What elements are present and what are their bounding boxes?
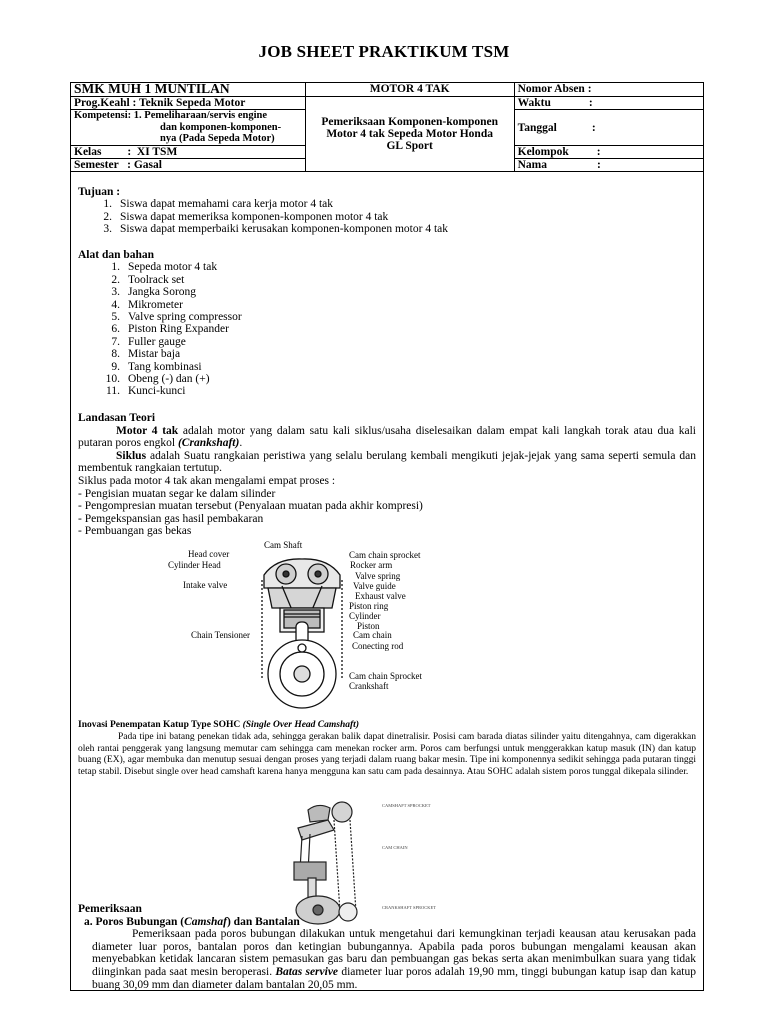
list-number: 3. [103,223,112,236]
inovasi-section [78,720,696,779]
sub-a-end: ) dan Bantalan [226,915,300,928]
crankshaft-term: (Crankshaft) [177,437,240,450]
alat-item [98,348,242,360]
kompetensi-line-1: Kompetensi: 1. Pemeliharaan/servis engine [74,110,268,121]
siklus-step: - Pemgekspansian gas hasil pembakaran [78,512,264,525]
motor-4-tak-term: Motor 4 tak [116,424,179,437]
siklus-steps [78,488,696,538]
nama-label: Nama [517,159,548,171]
label-exhaust-valve: Exhaust valve [355,591,406,601]
alat-heading: Alat dan bahan [78,249,155,261]
landasan-p3: Siklus pada motor 4 tak akan mengalami empat proses : [78,474,336,487]
siklus-step: - Pembuangan gas bekas [78,525,192,538]
tujuan-item [90,211,448,223]
siklus-step: - Pengisian muatan segar ke dalam silinder [78,487,276,500]
inovasi-heading-italic: (Single Over Head Camshaft) [242,720,359,730]
siklus-term: Siklus [116,449,147,462]
waktu-field [514,97,703,110]
kompetensi [71,110,306,146]
pemeriksaan-section [78,903,696,991]
inovasi-heading-text: Inovasi Penempatan Katup Type SOHC [78,720,243,730]
kelompok-label: Kelompok [517,146,569,158]
tanggal-colon: : [591,121,596,134]
list-number: 7. [111,335,120,348]
label-cylinder: Cylinder [349,611,381,621]
school-name: SMK MUH 1 MUNTILAN [71,83,306,97]
topic-line-3: GL Sport [386,140,433,152]
label-camshaft-sprocket: CAMSHAFT SPROCKET [382,803,431,808]
list-number: 11. [106,385,120,398]
pemeriksaan-heading: Pemeriksaan [78,903,142,915]
nama-colon: : [597,159,601,171]
header-table [70,82,704,172]
waktu-colon: : [588,97,593,109]
list-number: 6. [111,323,120,336]
list-number: 2. [111,273,120,286]
landasan-section [78,412,696,538]
list-text: Siswa dapat memperbaiki kerusakan komponen-komponen motor 4 tak [120,223,448,236]
kompetensi-line-3: nya (Pada Sepeda Motor) [160,133,275,144]
list-number: 2. [103,210,112,223]
list-number: 9. [111,360,120,373]
tujuan-item [90,198,448,210]
alat-item [98,373,242,385]
sub-a-italic: Camshaf [184,915,227,928]
landasan-heading: Landasan Teori [78,412,156,424]
label-cam-chain-sprocket: Cam chain sprocket [349,550,421,560]
semester: Semester : Gasal [71,159,306,172]
tanggal-label: Tanggal [517,121,557,134]
list-number: 10. [105,373,120,386]
list-number: 1. [111,261,120,274]
alat-item [98,323,242,335]
pemeriksaan-text-a: Pemeriksaan pada poros bubungan dilakukan untuk mengetahui dari kemungkinan terjadi keausan atau kerusakan pada diameter luar poros, bantalan poros dan ketingian bubungannya. Apabila pada poros bubungan mengalami keausan akan menyebabkan ketidak lancaran sistem pemasukan gas baru dan pembuangan gas bekas serta akan menimbulkan suara yang tidak diinginkan pada saat mesin beroperasi. [92,928,696,978]
label-chain-tensioner: Chain Tensioner [191,630,250,640]
inovasi-text: Pada tipe ini batang penekan tidak ada, sehingga gerakan balik dapat dinetralisir. Posisi cam barada diatas silinder yaitu ditengahnya, cam digerakkan oleh rantai penggerak yang langsung memutar cam sehingga cam menekan rocker arm. Poros cam berfungsi untuk menggerakkan katup masuk (IN) dan katup buang (EX), agar membuka dan menutup sesuai dengan proses yang terjadi dalam ruang bakar mesin. Tipe ini komponennya sedikit sehingga pada putaran tinggi tetap stabil. Disebut single over head camshaft karena hanya mengguna kan satu cam pada desainnya. Atau SOHC adalah sistem poros tunggal dikepala silinder. [78,731,696,778]
label-piston: Piston [357,621,380,631]
nomor-absen-label: Nomor Absen : [514,83,703,97]
landasan-p1-end: . [239,437,243,450]
pemeriksaan-text-b: diameter luar poros adalah 19,90 mm, tinggi bubungan katup isap dan katup buang 30,09 mm dan diameter dalam bantalan 20,05 mm. [92,965,697,991]
alat-section [78,249,242,398]
list-text: Valve spring compressor [128,311,242,324]
alat-item [98,361,242,373]
topic-title [305,97,514,172]
label-cam-chain-sohc: CAM CHAIN [382,845,408,850]
sub-a-text: a. Poros Bubungan ( [84,915,185,928]
alat-item [98,261,242,273]
label-valve-guide: Valve guide [353,581,396,591]
list-text: Mikrometer [128,298,183,311]
landasan-p2 [78,450,696,475]
list-text: Sepeda motor 4 tak [128,261,218,274]
list-text: Tang kombinasi [128,360,202,373]
list-text: Siswa dapat memeriksa komponen-komponen motor 4 tak [120,210,389,223]
alat-item [98,299,242,311]
kelas: Kelas : XI TSM [71,146,306,159]
nama-field [514,159,703,172]
list-number: 4. [111,298,120,311]
label-head-cover: Head cover [188,549,230,559]
tujuan-heading: Tujuan : [78,186,121,198]
landasan-p1-text: adalah motor yang dalam satu kali siklus/usaha diselesaikan dalam empat kali langkah torak atau dua kali putaran poros engkol [78,424,696,450]
kelompok-colon: : [596,146,601,158]
tanggal-field [514,110,703,146]
engine-diagram [256,550,348,710]
siklus-step: - Pengompresian muatan tersebut (Penyalaan muatan pada akhir kompresi) [78,500,423,513]
list-text: Obeng (-) dan (+) [128,373,210,386]
pemeriksaan-text [78,928,696,991]
label-crankshaft: Crankshaft [349,681,389,691]
landasan-p1 [78,425,696,450]
page-title: JOB SHEET PRAKTIKUM TSM [258,42,510,61]
kompetensi-line-2: dan komponen-komponen- [160,121,282,133]
tujuan-list [78,198,448,235]
list-text: Fuller gauge [128,335,186,348]
tujuan-section [78,186,448,236]
topic-line-1: Pemeriksaan Komponen-komponen [321,116,498,128]
list-number: 3. [111,286,120,299]
topic-line-2: Motor 4 tak Sepeda Motor Honda [326,128,493,140]
alat-list [78,261,242,397]
label-intake-valve: Intake valve [183,580,228,590]
label-piston-ring: Piston ring [349,601,389,611]
alat-item [98,274,242,286]
alat-item [98,311,242,323]
alat-item [98,286,242,298]
batas-servive-term: Batas servive [275,965,339,978]
label-cam-chain: Cam chain [353,630,392,640]
label-conecting-rod: Conecting rod [352,641,404,651]
list-text: Kunci-kunci [128,385,186,398]
subject-name: MOTOR 4 TAK [305,83,514,97]
list-number: 5. [111,311,120,324]
list-number: 1. [103,198,112,211]
pemeriksaan-sub-a [78,916,696,929]
alat-item [98,336,242,348]
label-crankshaft-sprocket: CRANKSHAFT SPROCKET [382,905,437,910]
list-text: Mistar baja [128,348,181,361]
label-valve-spring: Valve spring [355,571,401,581]
label-rocker-arm: Rocker arm [350,560,393,570]
label-cylinder-head: Cylinder Head [168,560,221,570]
alat-item [98,385,242,397]
inovasi-heading [78,720,696,732]
tujuan-item [90,223,448,235]
list-number: 8. [111,348,120,361]
label-cam-shaft: Cam Shaft [264,540,303,550]
list-text: Siswa dapat memahami cara kerja motor 4 tak [120,198,333,211]
list-text: Toolrack set [128,273,185,286]
kelompok-field [514,146,703,159]
label-cam-chain-sprocket-2: Cam chain Sprocket [349,671,422,681]
waktu-label: Waktu [517,97,551,109]
list-text: Piston Ring Expander [128,323,229,336]
list-text: Jangka Sorong [128,286,197,299]
program-keahlian: Prog.Keahl : Teknik Sepeda Motor [71,97,306,110]
landasan-p2-text: adalah Suatu rangkaian peristiwa yang selalu berulang kembali mengikuti jejak-jejak yang sama seperti semula dan membentuk rangkaian tertutup. [78,449,696,475]
